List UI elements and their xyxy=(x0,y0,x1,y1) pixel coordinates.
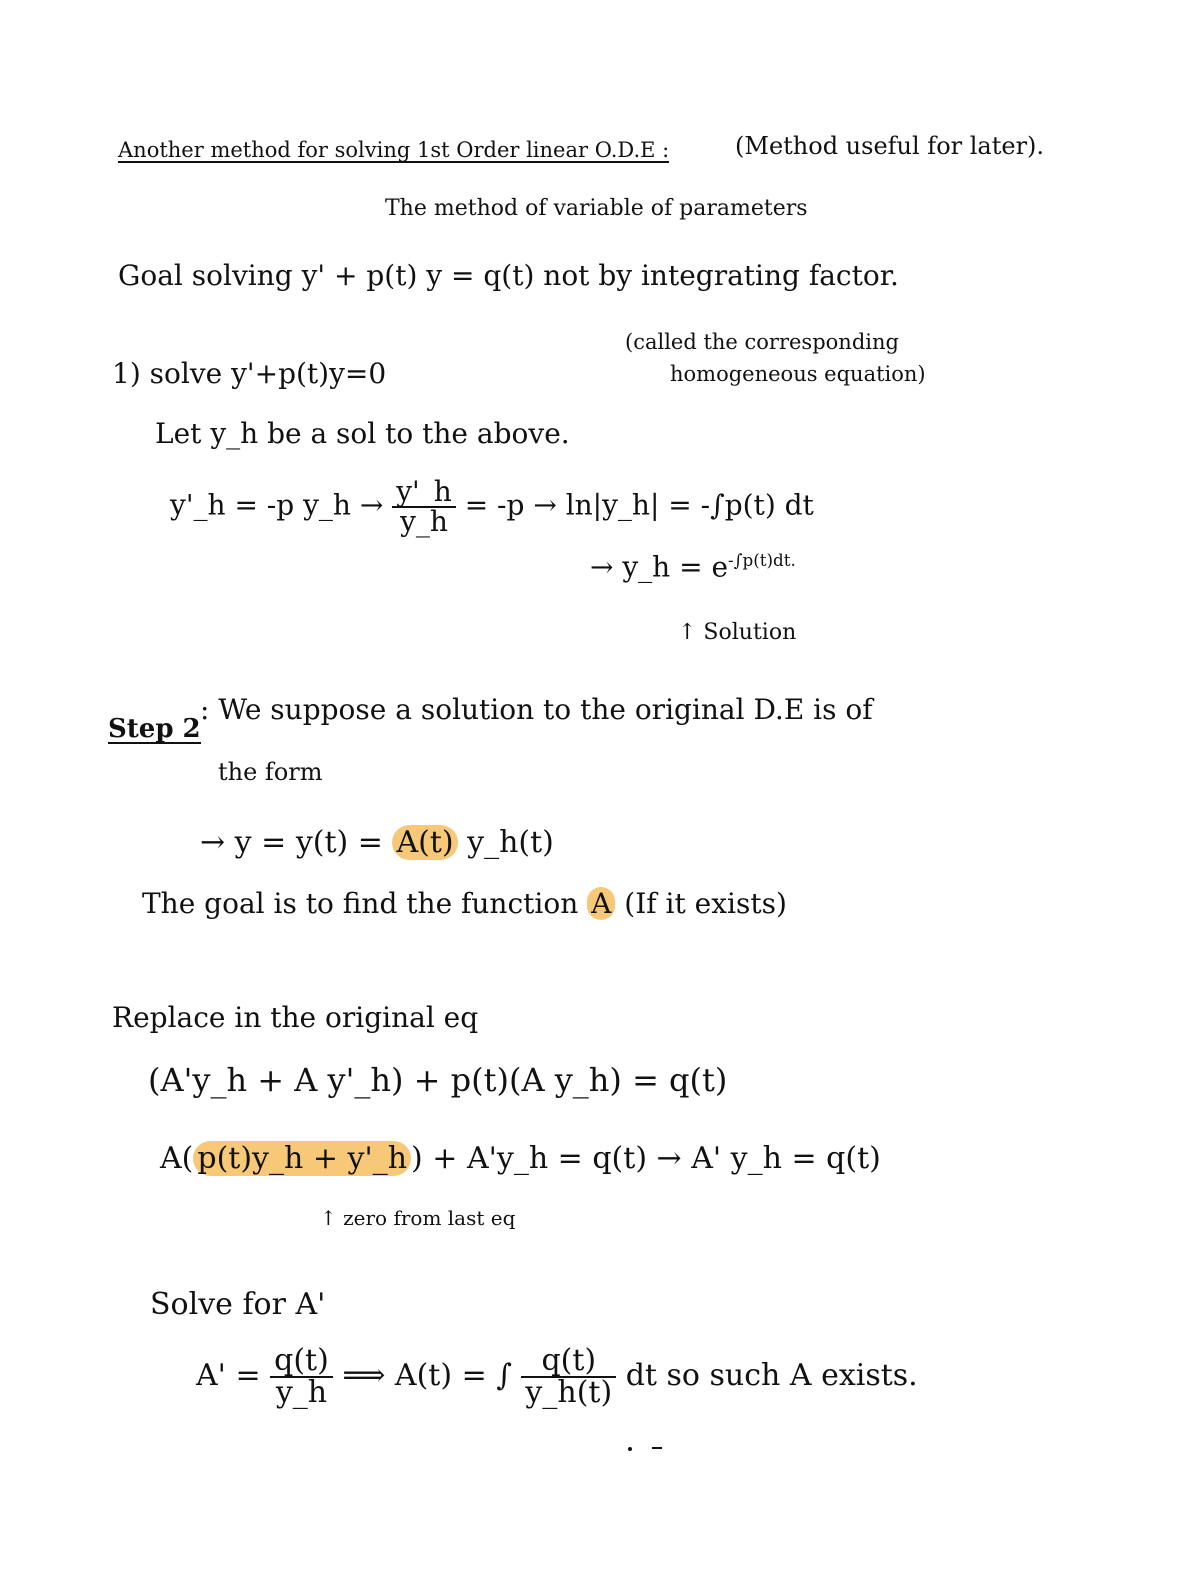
fraction-numerator: y'_h xyxy=(392,478,456,508)
solve-lhs: A' = xyxy=(196,1358,261,1393)
step1-result xyxy=(590,550,796,584)
solve-tail: dt so such A exists. xyxy=(625,1358,918,1393)
solve-fraction-1-denominator: y_h xyxy=(275,1375,328,1410)
step1-derivation xyxy=(170,475,814,538)
goal-highlight: A xyxy=(587,887,615,920)
step1-let: Let y_h be a sol to the above. xyxy=(155,417,570,450)
stray-dot xyxy=(628,1447,632,1451)
stray-dash xyxy=(652,1447,662,1449)
eq2-post: ) + A'y_h = q(t) → A' y_h = q(t) xyxy=(411,1141,881,1176)
form-highlight: A(t) xyxy=(392,825,457,860)
solve-fraction-2-numerator: q(t) xyxy=(521,1346,616,1378)
eq2-highlight: p(t)y_h + y'_h xyxy=(193,1141,411,1176)
derive-right: = -p → ln|y_h| = -∫p(t) dt xyxy=(464,488,814,522)
step2-text1: : We suppose a solution to the original D.E is of xyxy=(200,693,873,726)
step1-label: 1) solve y'+p(t)y=0 xyxy=(112,357,387,390)
replace-label: Replace in the original eq xyxy=(112,1001,479,1034)
solve-label: Solve for A' xyxy=(150,1287,326,1322)
solve-fraction-2 xyxy=(521,1343,616,1410)
form-post: y_h(t) xyxy=(457,825,554,860)
step2-text2: the form xyxy=(218,758,323,786)
solve-fraction-1 xyxy=(270,1343,333,1410)
title-aside: (Method useful for later). xyxy=(735,132,1045,160)
step2-goal xyxy=(142,887,787,920)
result-base: → y_h = e xyxy=(590,550,729,584)
derive-fraction xyxy=(392,475,456,538)
subtitle-text: The method of variable of parameters xyxy=(385,196,808,221)
replace-eq1: (A'y_h + A y'_h) + p(t)(A y_h) = q(t) xyxy=(148,1061,728,1099)
derive-left: y'_h = -p y_h → xyxy=(170,488,384,522)
step2-form xyxy=(200,825,554,860)
goal-pre: The goal is to find the function xyxy=(142,887,588,920)
goal-post: (If it exists) xyxy=(615,887,787,920)
title-text: Another method for solving 1st Order linear O.D.E : xyxy=(118,138,670,162)
solution-note: ↑ Solution xyxy=(678,620,797,645)
zero-note: ↑ zero from last eq xyxy=(320,1206,516,1230)
solve-equation xyxy=(196,1343,918,1410)
solve-fraction-2-denominator: y_h(t) xyxy=(525,1375,613,1410)
solve-fraction-1-numerator: q(t) xyxy=(270,1346,333,1378)
step2-label: Step 2 xyxy=(108,714,201,744)
eq2-pre: A( xyxy=(160,1141,194,1176)
result-exponent: -∫p(t)dt. xyxy=(728,550,796,570)
replace-eq2 xyxy=(160,1141,881,1176)
goal-text: Goal solving y' + p(t) y = q(t) not by integrating factor. xyxy=(118,259,899,292)
step1-note-line1: (called the corresponding xyxy=(625,330,899,354)
form-pre: → y = y(t) = xyxy=(200,825,393,860)
solve-mid: ⟹ A(t) = ∫ xyxy=(342,1358,512,1393)
step1-note-line2: homogeneous equation) xyxy=(670,362,926,386)
fraction-denominator: y_h xyxy=(400,505,448,538)
